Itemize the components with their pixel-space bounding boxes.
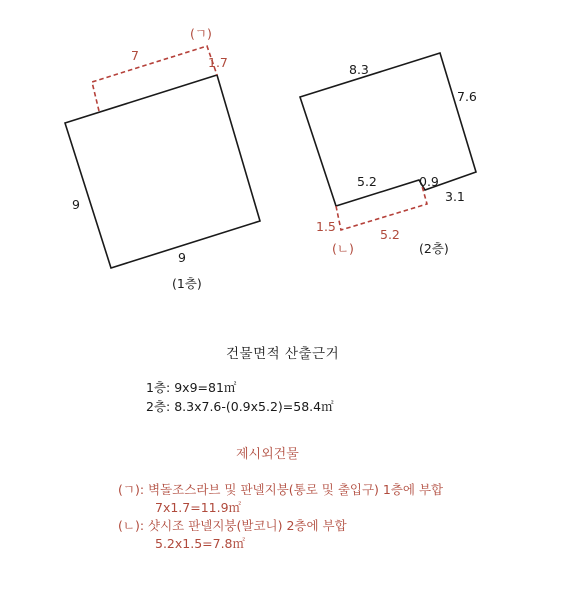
floor2-outline — [300, 53, 476, 206]
area-calc-title: 건물면적 산출근거 — [226, 346, 340, 362]
floor2-dim-top: 8.3 — [349, 62, 369, 77]
floor2-ext-width: 5.2 — [380, 227, 400, 242]
floor1-caption: (1층) — [172, 276, 202, 291]
floor1-dim-left: 9 — [72, 197, 80, 212]
excluded-item-2-calc: 5.2x1.5=7.8㎡ — [155, 536, 246, 551]
floor1-ext-width: 7 — [131, 48, 139, 63]
area-calc-floor2: 2층: 8.3x7.6-(0.9x5.2)=58.4㎡ — [146, 399, 334, 414]
floor2-ext-marker: (ㄴ) — [332, 241, 354, 256]
floor1-extension-outline — [92, 46, 217, 111]
floor1-outline — [65, 75, 260, 268]
floor1-ext-marker: (ㄱ) — [190, 26, 212, 41]
excluded-buildings-title: 제시외건물 — [236, 447, 299, 462]
floor2-caption: (2층) — [419, 241, 449, 256]
floor2-notch-width: 5.2 — [357, 174, 377, 189]
floor1-ext-depth: 1.7 — [208, 55, 228, 70]
floor1-dim-bottom: 9 — [178, 250, 186, 265]
floor2-extension-outline — [336, 186, 427, 230]
excluded-item-1-calc: 7x1.7=11.9㎡ — [155, 500, 242, 515]
floor2-dim-lower-right: 3.1 — [445, 189, 465, 204]
floor2-notch-depth: 0.9 — [419, 174, 439, 189]
excluded-item-2: (ㄴ): 샷시조 판넬지붕(발코니) 2층에 부합 — [118, 518, 347, 533]
floor2-dim-right: 7.6 — [457, 89, 477, 104]
excluded-item-1: (ㄱ): 벽돌조스라브 및 판넬지붕(통로 및 출입구) 1층에 부합 — [118, 482, 444, 497]
area-calc-floor1: 1층: 9x9=81㎡ — [146, 380, 237, 395]
floor2-ext-depth: 1.5 — [316, 219, 336, 234]
